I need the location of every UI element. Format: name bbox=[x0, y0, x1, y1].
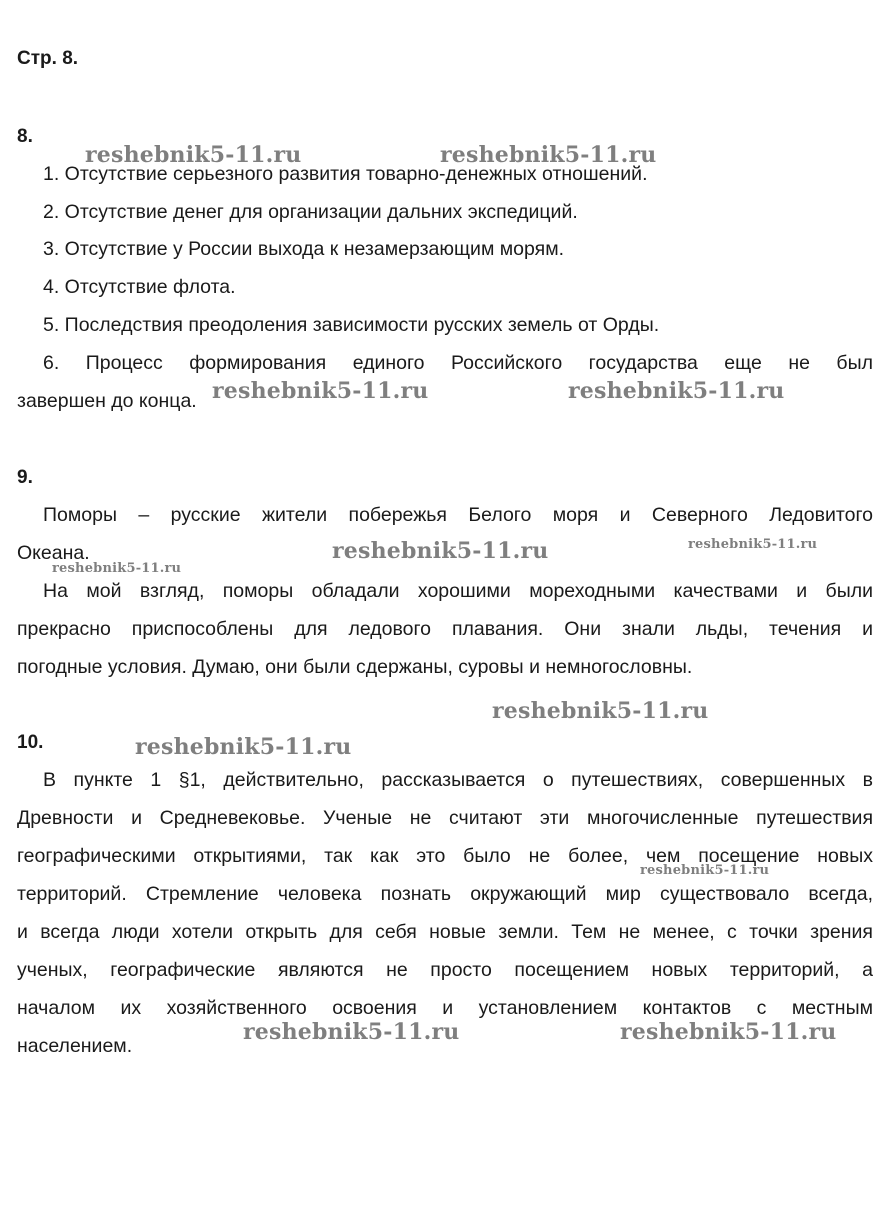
paragraph-line: и всегда люди хотели открыть для себя новые земли. Тем не менее, с точки зрения bbox=[17, 921, 873, 943]
section-number-8: 8. bbox=[17, 126, 33, 147]
list-item: 4. Отсутствие флота. bbox=[43, 276, 236, 298]
watermark: reshebnik5-11.ru bbox=[52, 561, 182, 576]
paragraph-line: Океана. bbox=[17, 542, 90, 564]
paragraph-line: территорий. Стремление человека познать окружающий мир существовало всегда, bbox=[17, 883, 873, 905]
paragraph-line: географическими открытиями, так как это было не более, чем посещение новых bbox=[17, 845, 873, 867]
list-item: 2. Отсутствие денег для организации дальних экспедиций. bbox=[43, 201, 578, 223]
watermark: reshebnik5-11.ru bbox=[568, 378, 785, 404]
list-item: 6. Процесс формирования единого Российского государства еще не был bbox=[43, 352, 873, 374]
paragraph-line: В пункте 1 §1, действительно, рассказывается о путешествиях, совершенных в bbox=[43, 769, 873, 791]
paragraph-line: погодные условия. Думаю, они были сдержаны, суровы и немногословны. bbox=[17, 656, 693, 678]
list-item-continuation: завершен до конца. bbox=[17, 390, 197, 412]
page-title: Стр. 8. bbox=[17, 48, 79, 69]
paragraph-line: прекрасно приспособлены для ледового плавания. Они знали льды, течения и bbox=[17, 618, 873, 640]
watermark: reshebnik5-11.ru bbox=[135, 734, 352, 760]
watermark: reshebnik5-11.ru bbox=[440, 142, 657, 168]
paragraph-line: Древности и Средневековье. Ученые не считают эти многочисленные путешествия bbox=[17, 807, 873, 829]
section-number-9: 9. bbox=[17, 467, 33, 488]
watermark: reshebnik5-11.ru bbox=[492, 698, 709, 724]
watermark: reshebnik5-11.ru bbox=[243, 1019, 460, 1045]
list-item: 5. Последствия преодоления зависимости русских земель от Орды. bbox=[43, 314, 660, 336]
paragraph-line: началом их хозяйственного освоения и установлением контактов с местным bbox=[17, 997, 873, 1019]
paragraph-line: На мой взгляд, поморы обладали хорошими мореходными качествами и были bbox=[43, 580, 873, 602]
watermark: reshebnik5-11.ru bbox=[620, 1019, 837, 1045]
watermark: reshebnik5-11.ru bbox=[688, 537, 818, 552]
section-number-10: 10. bbox=[17, 732, 44, 753]
paragraph-line: ученых, географические являются не просто посещением новых территорий, а bbox=[17, 959, 873, 981]
watermark: reshebnik5-11.ru bbox=[640, 863, 770, 878]
watermark: reshebnik5-11.ru bbox=[332, 538, 549, 564]
paragraph-line: населением. bbox=[17, 1035, 133, 1057]
paragraph-line: Поморы – русские жители побережья Белого моря и Северного Ледовитого bbox=[43, 504, 873, 526]
list-item: 3. Отсутствие у России выхода к незамерзающим морям. bbox=[43, 238, 565, 260]
watermark: reshebnik5-11.ru bbox=[212, 378, 429, 404]
watermark: reshebnik5-11.ru bbox=[85, 142, 302, 168]
list-item: 1. Отсутствие серьезного развития товарно-денежных отношений. bbox=[43, 163, 648, 185]
